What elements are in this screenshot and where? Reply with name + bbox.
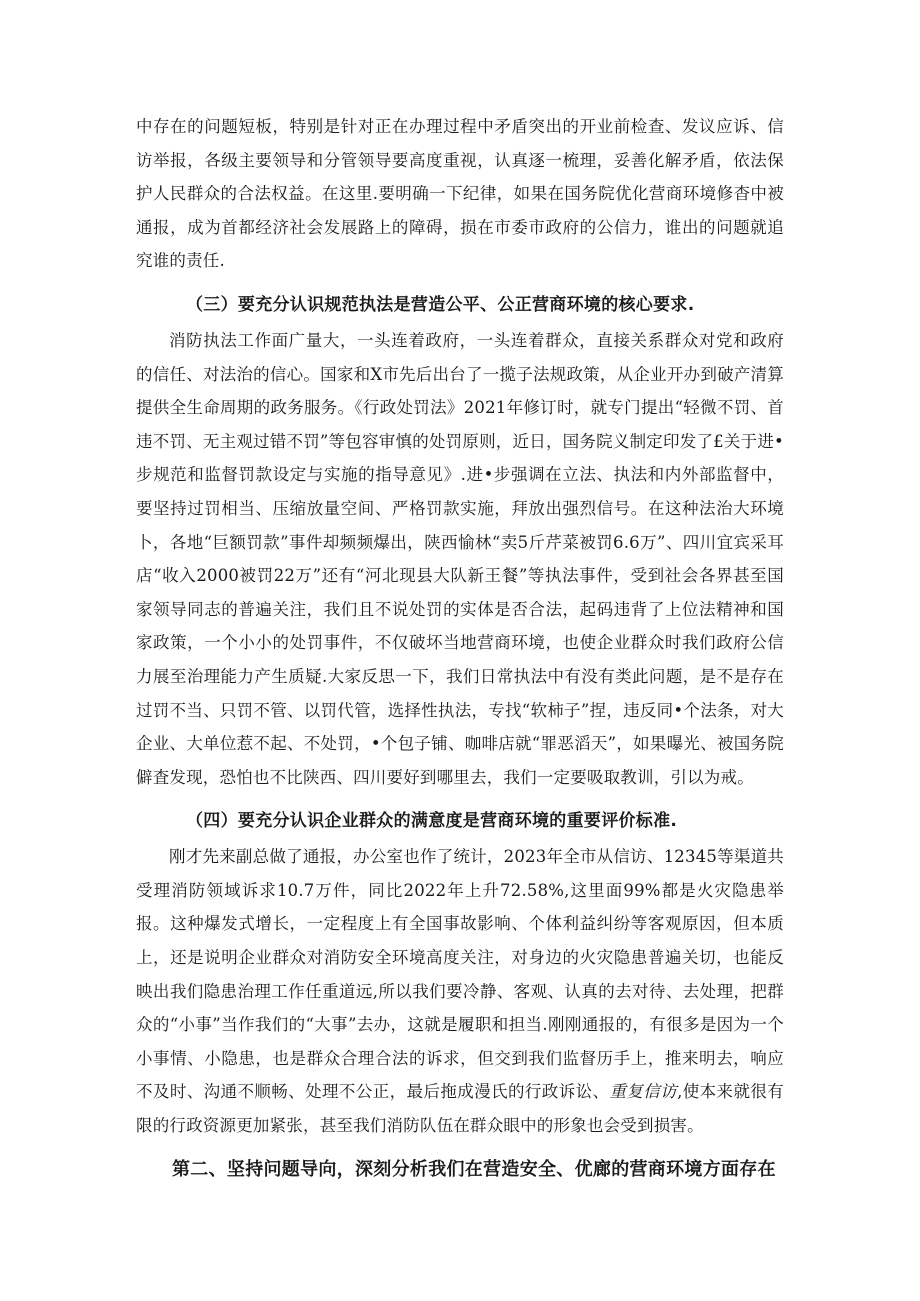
spacer [136, 1143, 784, 1151]
document-body [136, 110, 784, 1189]
spacer [136, 278, 784, 286]
section-heading-3: （三）要充分认识规范执法是营造公平、公正营商环境的核心要求. [186, 294, 695, 315]
spacer [136, 794, 784, 802]
section-heading-4: （四）要充分认识企业群众的满意度是营商环境的重要评价标准. [186, 811, 678, 832]
paragraph-law-enforcement: 消防执法工作面广量大，一头连着政府，一头连着群众，直接关系群众对党和政府的信任、对法治的信心。国家和X市先后出台了一揽子法规政策，从企业开办到破产清算提供全生命周期的政务服务。《行政处罚法》2021年修订时，就专门提出“轻微不罚、首违不罚、无主观过错不罚”等包容审慎的处罚原则，近日，国务院义制定印发了£关于进•步规范和监督罚款设定与实施的指导意见》.进•步强调在立法、执法和内外部监督中，要坚持过罚相当、压缩放量空间、严格罚款实施，拜放出强烈信号。在这种法治大环境卜，各地“巨额罚款”事件却频频爆出，陕西愉林“卖5斤芹菜被罚6.6万”、四川宜宾采耳店“收入2000被罚22万”还有“河北现县大队新王餐”等执法事件，受到社会各界甚至国家领导同志的普遍关注，我们且不说处罚的实体是否合法，起码违背了上位法精神和国家政策，一个小小的处罚事件，不仅破坏当地营商环境，也使企业群众时我们政府公信力展至治理能力产生质疑.大家反思一下，我们日常执法中有没有类此问题，是不是存在过罚不当、只罚不管、以罚代管，选择性执法，专找“软柿子”捏，违反同•个法条，对大企业、大单位惹不起、不处罚，•个包子铺、咖啡店就“罪恶滔天”，如果曝光、被国务院僻査发现，恐怕也不比陕西、四川要好到哪里去，我们一定要吸取教训，引以为戒。 [136, 330, 784, 787]
paragraph-continued: 中存在的问题短板，特别是针对正在办理过程中矛盾突出的开业前检查、发议应诉、信访举报，各级主要领导和分管领导要高度重视，认真逐一梳理，妥善化解矛盾，依法保护人民群众的合法权益。在这里.要明确一下纪律，如果在国务院优化营商环境修杳中被通报，成为首都经济社会发展路上的障碍，损在市委市政府的公信力，谁出的问题就追究谁的责任. [136, 117, 784, 271]
paragraph-text: 刚才先来副总做了通报，办公室也作了统计，2023年全市从信访、12345等渠道共受理消防领域诉求10.7万件，同比2022年上升72.58%,这里面99%都是火灾隐患举报。这种爆发式增长，一定程度上有全国事故影响、个体利益纠纷等客观原因，但本质上，还是说明企业群众对消防安全环境高度关注，对身边的火灾隐患普遍关切，也能反映出我们隐患治理工作任重道远,所以我们要冷静、客观、认真的去对待、去处理，把群众的“小事”当作我们的“大事”去办，这就是履职和担当.刚刚通报的，有很多是因为一个小事情、小隐患，也是群众合理合法的诉求，但交到我们监督历手上，推来明去，响应不及时、沟通不顺畅、处理不公正，最后拖成漫氏的行政诉讼、 [136, 847, 784, 1102]
paragraph-satisfaction [136, 840, 784, 1142]
italic-text: 重复信访 [609, 1082, 678, 1102]
part-two-heading: 第二、坚持问题导向，深刻分析我们在营造安全、优廊的营商环境方面存在 [172, 1158, 776, 1180]
paragraph-text: ,使本来就很有限的行政资源更加紧张，甚至我们消防队伍在群众眼中的形象也会受到损害。 [136, 1082, 784, 1136]
